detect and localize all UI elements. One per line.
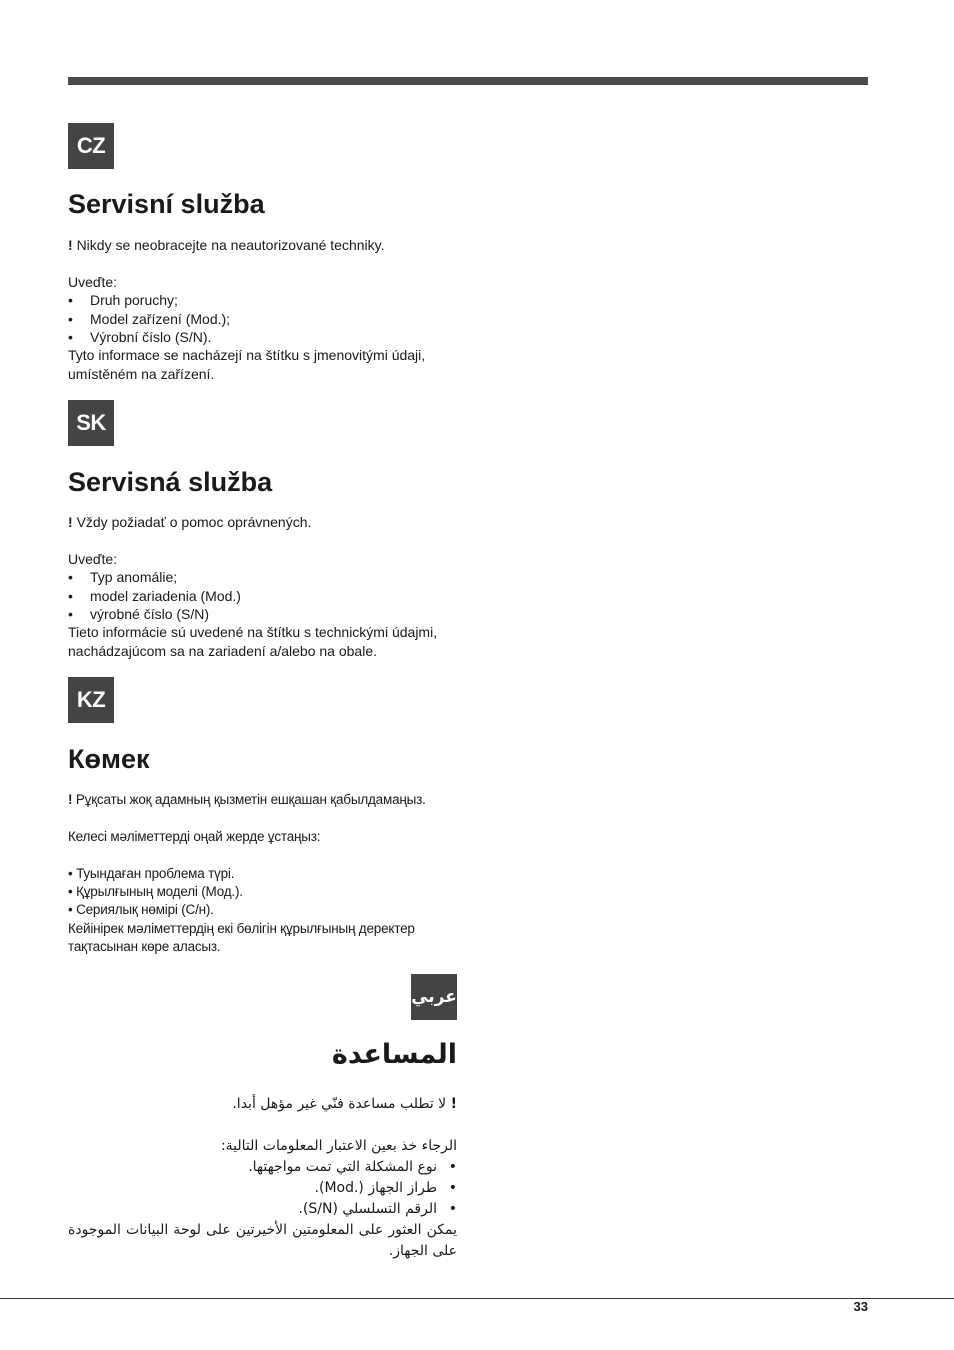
list-item: • Құрылғының моделі (Мод.). [68, 884, 243, 899]
intro-text: Uveďte: [68, 550, 118, 567]
warning-mark: ! [68, 792, 73, 807]
warning-mark: ! [68, 514, 73, 530]
intro-text: Келесі мәліметтерді оңай жерде ұстаңыз: [68, 828, 321, 844]
warning-mark: ! [450, 1096, 457, 1112]
language-badge-sk: SK [68, 400, 114, 446]
list-item: • model zariadenia (Mod.) [68, 587, 241, 604]
list-item: • Výrobní číslo (S/N). [68, 329, 212, 346]
section-title-kz: Көмек [68, 744, 150, 774]
warning-line [68, 513, 460, 531]
section-title-ar: المساعدة [331, 1039, 457, 1070]
warning-text: Vždy požiadať o pomoc oprávnených. [76, 514, 312, 530]
section-body-kz [68, 791, 460, 957]
info-line: тақтасынан көре аласыз. [68, 939, 221, 955]
info-line: على الجهاز. [388, 1243, 457, 1259]
list-item: • Typ anomálie; [68, 569, 178, 586]
section-body-sk [68, 513, 460, 660]
list-item: • Druh poruchy; [68, 292, 178, 309]
warning-text: Рұқсаты жоқ адамның қызметін ешқашан қабылдамаңыз. [75, 792, 426, 807]
page-number: 33 [853, 1299, 868, 1314]
warning-line [68, 236, 460, 254]
warning-text: Nikdy se neobracejte na neautorizované techniky. [76, 237, 385, 253]
info-line: Tieto informácie sú uvedené na štítku s technickými údajmi, [68, 624, 438, 641]
list-item: • Model zařízení (Mod.); [68, 310, 231, 327]
info-line: Tyto informace se nacházejí na štítku s jmenovitými údaji, [68, 347, 426, 364]
list-item: • Сериялық нөмірі (С/н). [68, 902, 214, 918]
info-line: يمكن العثور على المعلومتين الأخيرتين على لوحة البيانات الموجودة [68, 1222, 457, 1238]
intro-text: Uveďte: [68, 273, 118, 290]
list-item: • výrobné číslo (S/N) [68, 606, 210, 623]
info-line: nachádzajúcom sa na zariadení a/alebo na obale. [68, 642, 377, 659]
top-rule [68, 77, 868, 85]
info-line: Кейінірек мәліметтердің екі бөлігін құрылғының деректер [68, 920, 415, 936]
section-title-sk: Servisná služba [68, 467, 273, 497]
warning-line [68, 791, 460, 809]
intro-text: الرجاء خذ بعين الاعتبار المعلومات التالية: [220, 1138, 457, 1154]
language-badge-kz: KZ [68, 677, 114, 723]
list-item: • نوع المشكلة التي تمت مواجهتها. [248, 1159, 457, 1175]
warning-text: لا تطلب مساعدة فنّي غير مؤهل أبدا. [232, 1096, 447, 1112]
list-item: • طراز الجهاز (.Mod). [314, 1180, 457, 1196]
warning-line [68, 1094, 457, 1115]
section-title-cz: Servisní služba [68, 189, 265, 219]
list-item: • الرقم التسلسلي (S/N). [298, 1201, 457, 1217]
footer-rule [0, 1298, 954, 1299]
info-line: umístěném na zařízení. [68, 365, 215, 382]
list-item: • Туындаған проблема түрі. [68, 865, 235, 881]
language-badge-ar: عربي [411, 974, 457, 1020]
warning-mark: ! [68, 237, 73, 253]
section-body-cz [68, 236, 460, 383]
section-body-ar [68, 1094, 457, 1262]
language-badge-cz: CZ [68, 123, 114, 169]
